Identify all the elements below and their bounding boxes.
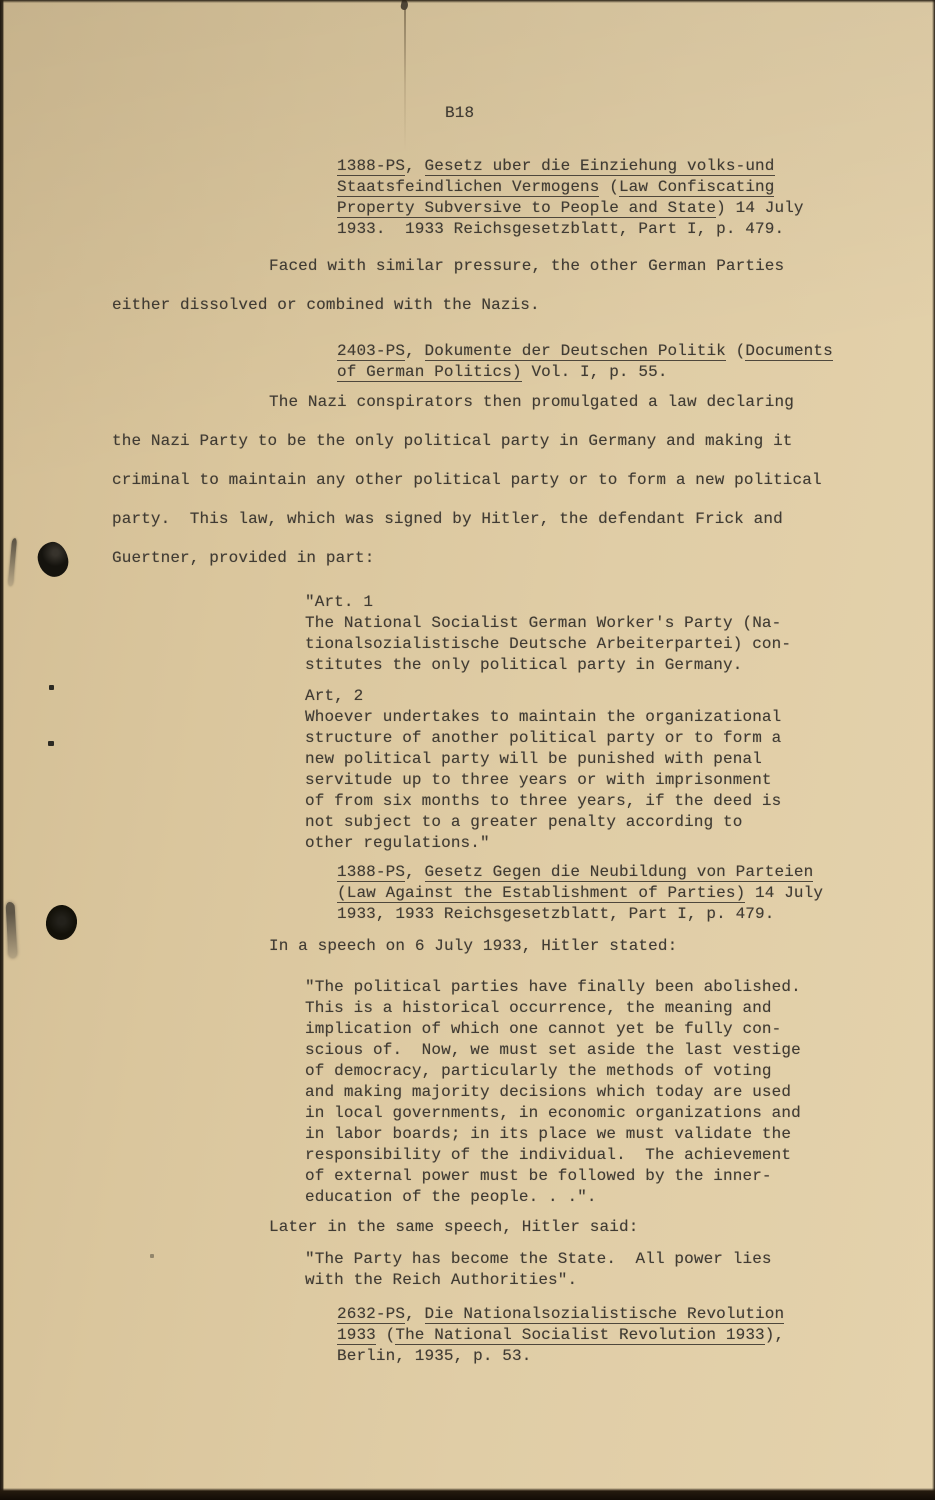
text-line [337, 1346, 935, 1367]
quote-block [305, 977, 935, 1208]
text-line: education of the people. . .". [305, 1188, 597, 1206]
scan-edge-top [0, 0, 935, 3]
plain-text: Berlin, 1935, p. 53. [337, 1347, 532, 1365]
scan-edge-bottom [0, 1488, 935, 1500]
plain-text: , [405, 342, 425, 360]
underlined-text: of German Politics) [337, 363, 522, 381]
text-line: Later in the same speech, Hitler said: [269, 1218, 639, 1236]
quote-block [305, 686, 935, 854]
text-line: of external power must be followed by the inner- [305, 1167, 772, 1185]
underlined-text: 1933 [337, 1326, 376, 1344]
text-line: scious of. Now, we must set aside the last vestige [305, 1041, 801, 1059]
underlined-text: Dokumente der Deutschen Politik [424, 342, 726, 360]
citation-block [337, 1304, 935, 1367]
text-line: Art, 2 [305, 687, 364, 705]
quote-block [305, 1249, 935, 1291]
fold-crease-mark [404, 2, 406, 152]
text-line: not subject to a greater penalty according to [305, 813, 743, 831]
text-line: of from six months to three years, if the deed is [305, 792, 782, 810]
plain-text: , [405, 863, 425, 881]
plain-text: 1933, 1933 Reichsgesetzblatt, Part I, p. 479. [337, 905, 775, 923]
plain-text: 1933. 1933 Reichsgesetzblatt, Part I, p. 479. [337, 220, 785, 238]
text-line [337, 177, 935, 198]
text-line [337, 362, 935, 383]
underlined-text: Property Subversive to People and State [337, 199, 717, 217]
plain-text: ( [375, 1326, 396, 1344]
lead-block [112, 1208, 935, 1247]
punch-dot [49, 685, 54, 690]
underlined-text: Documents [745, 342, 833, 360]
underlined-text: 1388-PS [337, 157, 406, 175]
text-line: the Nazi Party to be the only political party in Germany and making it [112, 432, 793, 450]
text-line: "The Party has become the State. All power lies [305, 1250, 772, 1268]
text-line [337, 1325, 935, 1346]
text-line: servitude up to three years or with imprisonment [305, 771, 772, 789]
paragraph-block [112, 247, 935, 325]
plain-text: ) 14 July [716, 199, 804, 217]
text-line: new political party will be punished with penal [305, 750, 762, 768]
citation-block [337, 156, 935, 240]
text-line [337, 883, 935, 904]
text-line: Faced with similar pressure, the other German Parties [269, 257, 785, 275]
page-number: B18 [445, 104, 475, 122]
plain-text: Vol. I, p. 55. [521, 363, 668, 381]
underlined-text: The National Socialist Revolution 1933 [395, 1326, 765, 1344]
underlined-text: Law Confiscating [618, 178, 775, 196]
plain-text: ( [599, 178, 619, 196]
text-line: party. This law, which was signed by Hitler, the defendant Frick and [112, 510, 783, 528]
text-line: either dissolved or combined with the Nazis. [112, 296, 540, 314]
plain-text: , [405, 1305, 425, 1323]
text-line [337, 219, 935, 240]
text-line [337, 198, 935, 219]
document-body [0, 156, 935, 1367]
paper-speck [150, 1254, 154, 1258]
text-line: criminal to maintain any other political party or to form a new political [112, 471, 822, 489]
underlined-text: 2403-PS [337, 342, 406, 360]
underlined-text: Gesetz uber die Einziehung volks-und [424, 157, 775, 175]
text-line [337, 862, 935, 883]
plain-text: 14 July [745, 884, 824, 902]
quote-block [305, 592, 935, 676]
lead-block [112, 927, 935, 966]
text-line: stitutes the only political party in Germany. [305, 656, 743, 674]
text-line [337, 341, 935, 362]
underlined-text: (Law Against the Establishment of Parties) [337, 884, 746, 902]
underlined-text: Die Nationalsozialistische Revolution [424, 1305, 785, 1323]
text-line: in labor boards; in its place we must validate the [305, 1125, 792, 1143]
underlined-text: 2632-PS [337, 1305, 406, 1323]
plain-text: , [405, 157, 425, 175]
punch-dot [48, 741, 54, 746]
plain-text: ( [725, 342, 746, 360]
text-line: of democracy, particularly the methods of voting [305, 1062, 772, 1080]
text-line: responsibility of the individual. The achievement [305, 1146, 792, 1164]
text-line: and making majority decisions which today are used [305, 1083, 792, 1101]
text-line: implication of which one cannot yet be fully con- [305, 1020, 782, 1038]
text-line: In a speech on 6 July 1933, Hitler stated: [269, 937, 678, 955]
text-line: other regulations." [305, 834, 490, 852]
text-line: The Nazi conspirators then promulgated a law declaring [269, 393, 794, 411]
paragraph-block [112, 383, 935, 578]
text-line [337, 904, 935, 925]
text-line: This is a historical occurrence, the meaning and [305, 999, 772, 1017]
text-line [337, 156, 935, 177]
underlined-text: 1388-PS [337, 863, 406, 881]
plain-text: ), [764, 1326, 785, 1344]
underlined-text: Gesetz Gegen die Neubildung von Parteien [424, 863, 814, 881]
text-line: "Art. 1 [305, 593, 374, 611]
text-line: in local governments, in economic organizations and [305, 1104, 801, 1122]
underlined-text: Staatsfeindlichen Vermogens [337, 178, 600, 196]
citation-block [337, 341, 935, 383]
citation-block [337, 862, 935, 925]
text-line: structure of another political party or to form a [305, 729, 782, 747]
text-line: "The political parties have finally been abolished. [305, 978, 801, 996]
text-line: Whoever undertakes to maintain the organizational [305, 708, 782, 726]
text-line: The National Socialist German Worker's Party (Na- [305, 614, 782, 632]
scan-edge-left [0, 0, 4, 1500]
text-line [337, 1304, 935, 1325]
text-line: tionalsozialistische Deutsche Arbeiterpartei) con- [305, 635, 792, 653]
text-line: with the Reich Authorities". [305, 1271, 578, 1289]
text-line: Guertner, provided in part: [112, 549, 375, 567]
